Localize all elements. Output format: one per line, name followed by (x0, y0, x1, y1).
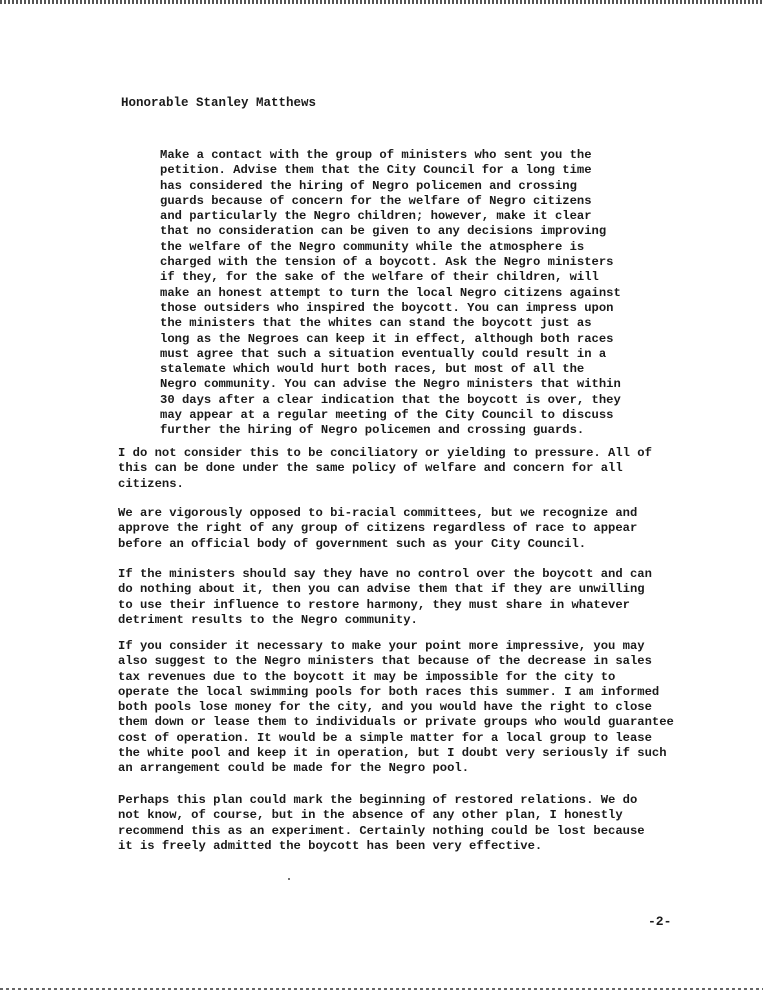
text-line: and particularly the Negro children; however, make it clear (160, 209, 592, 224)
paragraph-restored-relations (118, 793, 688, 854)
text-line: the ministers that the whites can stand the boycott just as (160, 316, 592, 331)
text-line: if they, for the sake of the welfare of their children, will (160, 270, 599, 285)
text-line: recommend this as an experiment. Certainly nothing could be lost because (118, 823, 645, 838)
addressee-line: Honorable Stanley Matthews (121, 96, 317, 110)
text-line: guards because of concern for the welfare of Negro citizens (160, 193, 592, 208)
text-line: this can be done under the same policy of welfare and concern for all (118, 461, 623, 476)
text-line: tax revenues due to the boycott it may be impossible for the city to (118, 669, 616, 684)
text-line: If the ministers should say they have no control over the boycott and can (118, 567, 652, 581)
text-line: stalemate which would hurt both races, but most of all the (160, 362, 585, 377)
indented-instruction-block (160, 148, 640, 439)
text-line: charged with the tension of a boycott. Ask the Negro ministers (160, 255, 614, 270)
text-line: also suggest to the Negro ministers that because of the decrease in sales (118, 654, 652, 669)
text-line: long as the Negroes can keep it in effect, although both races (160, 331, 614, 346)
text-line: petition. Advise them that the City Council for a long time (160, 163, 592, 178)
text-line: Make a contact with the group of ministers who sent you the (160, 148, 592, 162)
text-line: has considered the hiring of Negro policemen and crossing (160, 178, 577, 193)
paragraph-ministers-control (118, 567, 688, 628)
scan-speck (288, 878, 290, 880)
text-line: do nothing about it, then you can advise them that if they are unwilling (118, 582, 645, 597)
paragraph-swimming-pools (118, 639, 688, 777)
text-line: further the hiring of Negro policemen and crossing guards. (160, 423, 585, 438)
paragraph-bi-racial-committees (118, 506, 688, 552)
page-number: -2- (648, 914, 672, 929)
paragraph-conciliatory (118, 446, 688, 492)
text-line: may appear at a regular meeting of the City Council to discuss (160, 408, 614, 423)
text-line: Perhaps this plan could mark the beginning of restored relations. We do (118, 793, 638, 807)
text-line: them down or lease them to individuals or private groups who would guarantee (118, 715, 674, 730)
text-line: make an honest attempt to turn the local Negro citizens against (160, 285, 621, 300)
text-line: 30 days after a clear indication that the boycott is over, they (160, 392, 621, 407)
text-line: the welfare of the Negro community while the atmosphere is (160, 239, 585, 254)
text-line: both pools lose money for the city, and you would have the right to close (118, 700, 652, 715)
scan-top-edge (0, 0, 763, 4)
text-line: an arrangement could be made for the Negro pool. (118, 761, 470, 776)
text-line: must agree that such a situation eventually could result in a (160, 346, 607, 361)
text-line: to use their influence to restore harmony, they must share in whatever (118, 597, 630, 612)
text-line: If you consider it necessary to make your point more impressive, you may (118, 639, 645, 653)
text-line: operate the local swimming pools for both races this summer. I am informed (118, 684, 660, 699)
text-line: We are vigorously opposed to bi-racial committees, but we recognize and (118, 506, 638, 520)
text-line: approve the right of any group of citizens regardless of race to appear (118, 521, 638, 536)
text-line: detriment results to the Negro community. (118, 612, 418, 627)
text-line: it is freely admitted the boycott has been very effective. (118, 838, 543, 853)
text-line: Negro community. You can advise the Negro ministers that within (160, 377, 621, 392)
text-line: that no consideration can be given to any decisions improving (160, 224, 607, 239)
text-line: I do not consider this to be conciliatory or yielding to pressure. All of (118, 446, 652, 460)
text-line: cost of operation. It would be a simple matter for a local group to lease (118, 730, 652, 745)
text-line: not know, of course, but in the absence of any other plan, I honestly (118, 808, 623, 823)
text-line: those outsiders who inspired the boycott. You can impress upon (160, 300, 614, 315)
text-line: the white pool and keep it in operation, but I doubt very seriously if such (118, 746, 667, 761)
text-line: citizens. (118, 476, 184, 491)
text-line: before an official body of government such as your City Council. (118, 536, 587, 551)
